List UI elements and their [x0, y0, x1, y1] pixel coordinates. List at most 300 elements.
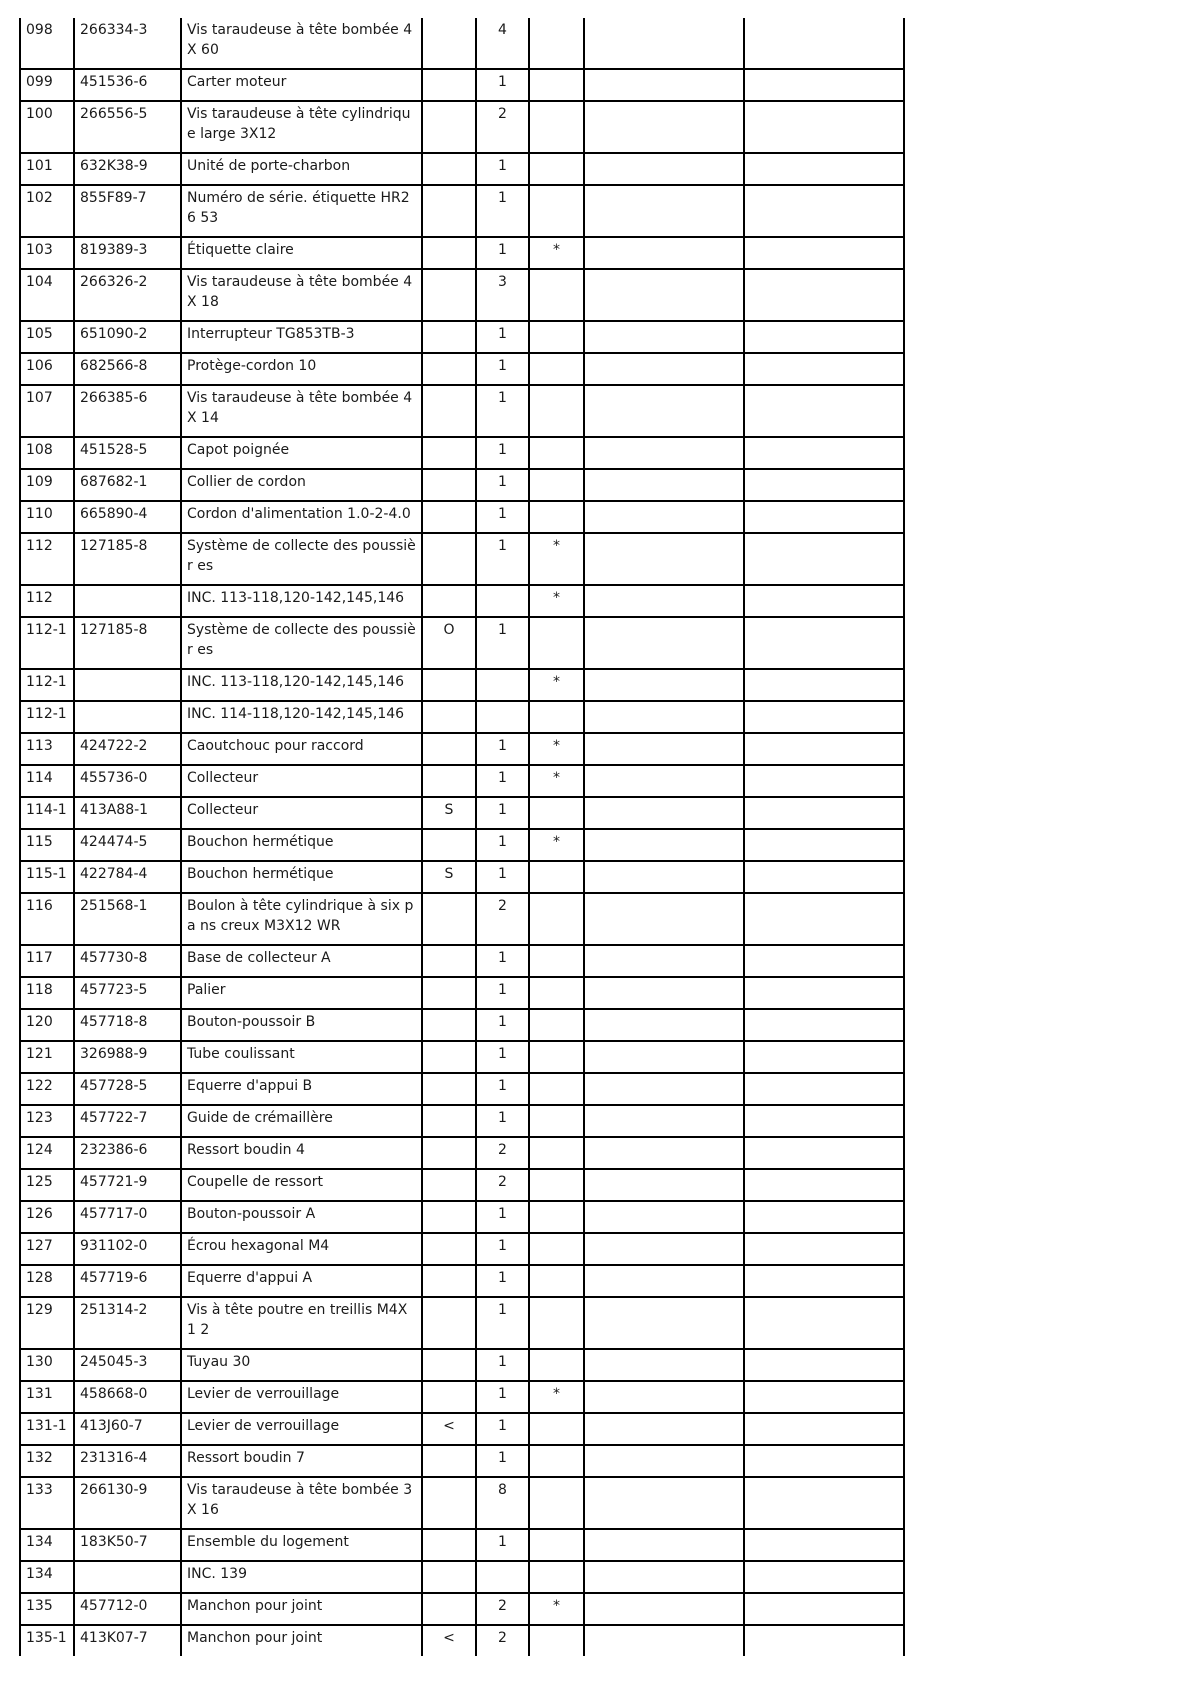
note-cell [422, 1265, 476, 1297]
note-cell [422, 1041, 476, 1073]
blank-cell [744, 1009, 904, 1041]
part-number-cell: 251314-2 [74, 1297, 181, 1349]
table-row [20, 153, 904, 185]
item-number-cell: 104 [20, 269, 74, 321]
quantity-cell: 2 [476, 101, 529, 153]
description-cell: Vis taraudeuse à tête bombée 4X 18 [181, 269, 422, 321]
description-cell: Unité de porte-charbon [181, 153, 422, 185]
description-cell: Carter moteur [181, 69, 422, 101]
mark-cell [529, 1105, 584, 1137]
blank-cell [584, 237, 744, 269]
part-number-cell: 266130-9 [74, 1477, 181, 1529]
note-cell [422, 1169, 476, 1201]
quantity-cell: 1 [476, 977, 529, 1009]
note-cell [422, 829, 476, 861]
note-cell [422, 1137, 476, 1169]
part-number-cell: 855F89-7 [74, 185, 181, 237]
blank-cell [744, 469, 904, 501]
part-number-cell: 682566-8 [74, 353, 181, 385]
blank-cell [584, 1297, 744, 1349]
quantity-cell: 1 [476, 765, 529, 797]
item-number-cell: 112-1 [20, 701, 74, 733]
blank-cell [744, 18, 904, 69]
blank-cell [744, 1413, 904, 1445]
description-cell: Coupelle de ressort [181, 1169, 422, 1201]
item-number-cell: 112 [20, 533, 74, 585]
mark-cell [529, 101, 584, 153]
item-number-cell: 113 [20, 733, 74, 765]
description-cell: Palier [181, 977, 422, 1009]
table-row [20, 945, 904, 977]
blank-cell [584, 437, 744, 469]
note-cell: < [422, 1413, 476, 1445]
blank-cell [744, 977, 904, 1009]
blank-cell [584, 893, 744, 945]
description-cell: INC. 113-118,120-142,145,146 [181, 669, 422, 701]
item-number-cell: 132 [20, 1445, 74, 1477]
table-row [20, 69, 904, 101]
blank-cell [584, 501, 744, 533]
note-cell [422, 385, 476, 437]
mark-cell [529, 1009, 584, 1041]
note-cell [422, 585, 476, 617]
quantity-cell: 2 [476, 1625, 529, 1656]
blank-cell [584, 69, 744, 101]
blank-cell [744, 1041, 904, 1073]
description-cell: Vis taraudeuse à tête cylindrique large 3X12 [181, 101, 422, 153]
blank-cell [744, 1349, 904, 1381]
quantity-cell: 1 [476, 1413, 529, 1445]
quantity-cell: 1 [476, 533, 529, 585]
note-cell [422, 321, 476, 353]
note-cell: < [422, 1625, 476, 1656]
table-row [20, 1137, 904, 1169]
item-number-cell: 103 [20, 237, 74, 269]
item-number-cell: 116 [20, 893, 74, 945]
part-number-cell: 632K38-9 [74, 153, 181, 185]
mark-cell [529, 893, 584, 945]
mark-cell [529, 321, 584, 353]
description-cell: Guide de crémaillère [181, 1105, 422, 1137]
blank-cell [744, 585, 904, 617]
blank-cell [744, 321, 904, 353]
description-cell: INC. 114-118,120-142,145,146 [181, 701, 422, 733]
item-number-cell: 126 [20, 1201, 74, 1233]
table-row [20, 101, 904, 153]
note-cell [422, 1233, 476, 1265]
blank-cell [744, 1233, 904, 1265]
part-number-cell: 266326-2 [74, 269, 181, 321]
description-cell: Bouton-poussoir A [181, 1201, 422, 1233]
mark-cell: * [529, 585, 584, 617]
note-cell [422, 437, 476, 469]
description-cell: Manchon pour joint [181, 1593, 422, 1625]
item-number-cell: 108 [20, 437, 74, 469]
blank-cell [584, 269, 744, 321]
blank-cell [744, 1381, 904, 1413]
quantity-cell: 1 [476, 1529, 529, 1561]
part-number-cell: 231316-4 [74, 1445, 181, 1477]
quantity-cell: 1 [476, 829, 529, 861]
quantity-cell: 4 [476, 18, 529, 69]
description-cell: Vis taraudeuse à tête bombée 4X 14 [181, 385, 422, 437]
table-row [20, 829, 904, 861]
part-number-cell [74, 669, 181, 701]
table-row [20, 977, 904, 1009]
quantity-cell: 1 [476, 501, 529, 533]
note-cell: S [422, 861, 476, 893]
blank-cell [584, 1169, 744, 1201]
item-number-cell: 098 [20, 18, 74, 69]
blank-cell [584, 321, 744, 353]
item-number-cell: 100 [20, 101, 74, 153]
quantity-cell: 1 [476, 1297, 529, 1349]
part-number-cell: 413J60-7 [74, 1413, 181, 1445]
part-number-cell: 687682-1 [74, 469, 181, 501]
blank-cell [584, 1593, 744, 1625]
mark-cell [529, 861, 584, 893]
mark-cell [529, 501, 584, 533]
quantity-cell: 1 [476, 1201, 529, 1233]
item-number-cell: 114 [20, 765, 74, 797]
blank-cell [744, 185, 904, 237]
quantity-cell: 2 [476, 893, 529, 945]
part-number-cell: 457728-5 [74, 1073, 181, 1105]
description-cell: Collier de cordon [181, 469, 422, 501]
quantity-cell: 1 [476, 861, 529, 893]
blank-cell [584, 1201, 744, 1233]
item-number-cell: 101 [20, 153, 74, 185]
quantity-cell: 1 [476, 1233, 529, 1265]
mark-cell: * [529, 1381, 584, 1413]
blank-cell [744, 861, 904, 893]
mark-cell [529, 1561, 584, 1593]
mark-cell [529, 185, 584, 237]
blank-cell [584, 385, 744, 437]
mark-cell [529, 69, 584, 101]
part-number-cell: 266385-6 [74, 385, 181, 437]
table-row [20, 1073, 904, 1105]
blank-cell [744, 617, 904, 669]
description-cell: Vis taraudeuse à tête bombée 4X 60 [181, 18, 422, 69]
part-number-cell: 183K50-7 [74, 1529, 181, 1561]
mark-cell [529, 1349, 584, 1381]
quantity-cell: 1 [476, 1265, 529, 1297]
note-cell [422, 18, 476, 69]
note-cell [422, 185, 476, 237]
blank-cell [584, 861, 744, 893]
note-cell [422, 945, 476, 977]
note-cell [422, 269, 476, 321]
table-row [20, 533, 904, 585]
blank-cell [744, 1137, 904, 1169]
blank-cell [744, 1561, 904, 1593]
table-row [20, 765, 904, 797]
blank-cell [744, 237, 904, 269]
description-cell: Base de collecteur A [181, 945, 422, 977]
item-number-cell: 102 [20, 185, 74, 237]
blank-cell [584, 533, 744, 585]
mark-cell [529, 153, 584, 185]
table-row [20, 237, 904, 269]
table-row [20, 701, 904, 733]
description-cell: Cordon d'alimentation 1.0-2-4.0 [181, 501, 422, 533]
part-number-cell: 457722-7 [74, 1105, 181, 1137]
blank-cell [584, 1041, 744, 1073]
item-number-cell: 131 [20, 1381, 74, 1413]
description-cell: Tube coulissant [181, 1041, 422, 1073]
mark-cell [529, 353, 584, 385]
quantity-cell: 1 [476, 617, 529, 669]
table-row [20, 1201, 904, 1233]
mark-cell [529, 1169, 584, 1201]
mark-cell [529, 617, 584, 669]
blank-cell [744, 353, 904, 385]
description-cell: Écrou hexagonal M4 [181, 1233, 422, 1265]
blank-cell [744, 1445, 904, 1477]
part-number-cell: 455736-0 [74, 765, 181, 797]
quantity-cell: 1 [476, 237, 529, 269]
quantity-cell: 3 [476, 269, 529, 321]
blank-cell [744, 269, 904, 321]
blank-cell [744, 437, 904, 469]
quantity-cell: 1 [476, 1445, 529, 1477]
item-number-cell: 125 [20, 1169, 74, 1201]
mark-cell [529, 797, 584, 829]
blank-cell [584, 669, 744, 701]
part-number-cell: 457718-8 [74, 1009, 181, 1041]
item-number-cell: 099 [20, 69, 74, 101]
description-cell: Ressort boudin 4 [181, 1137, 422, 1169]
quantity-cell: 1 [476, 1073, 529, 1105]
description-cell: Levier de verrouillage [181, 1381, 422, 1413]
blank-cell [584, 1529, 744, 1561]
item-number-cell: 112 [20, 585, 74, 617]
quantity-cell [476, 585, 529, 617]
part-number-cell: 457717-0 [74, 1201, 181, 1233]
part-number-cell: 245045-3 [74, 1349, 181, 1381]
part-number-cell: 665890-4 [74, 501, 181, 533]
item-number-cell: 121 [20, 1041, 74, 1073]
blank-cell [584, 733, 744, 765]
table-row [20, 469, 904, 501]
table-row [20, 385, 904, 437]
mark-cell [529, 1073, 584, 1105]
table-row [20, 501, 904, 533]
blank-cell [584, 101, 744, 153]
item-number-cell: 115-1 [20, 861, 74, 893]
blank-cell [584, 185, 744, 237]
description-cell: Ensemble du logement [181, 1529, 422, 1561]
item-number-cell: 129 [20, 1297, 74, 1349]
table-row [20, 321, 904, 353]
quantity-cell: 1 [476, 945, 529, 977]
table-row [20, 1105, 904, 1137]
part-number-cell: 326988-9 [74, 1041, 181, 1073]
blank-cell [744, 1105, 904, 1137]
description-cell: Levier de verrouillage [181, 1413, 422, 1445]
mark-cell [529, 701, 584, 733]
blank-cell [744, 1201, 904, 1233]
item-number-cell: 105 [20, 321, 74, 353]
table-row [20, 1477, 904, 1529]
mark-cell [529, 1201, 584, 1233]
mark-cell [529, 1233, 584, 1265]
blank-cell [744, 1529, 904, 1561]
table-row [20, 1561, 904, 1593]
description-cell: Boulon à tête cylindrique à six pa ns creux M3X12 WR [181, 893, 422, 945]
part-number-cell: 931102-0 [74, 1233, 181, 1265]
description-cell: INC. 113-118,120-142,145,146 [181, 585, 422, 617]
item-number-cell: 135 [20, 1593, 74, 1625]
blank-cell [744, 1625, 904, 1656]
note-cell [422, 1529, 476, 1561]
table-row [20, 617, 904, 669]
note-cell [422, 1297, 476, 1349]
blank-cell [584, 353, 744, 385]
note-cell [422, 977, 476, 1009]
note-cell: S [422, 797, 476, 829]
blank-cell [584, 945, 744, 977]
item-number-cell: 131-1 [20, 1413, 74, 1445]
mark-cell [529, 1413, 584, 1445]
mark-cell [529, 1297, 584, 1349]
description-cell: Collecteur [181, 797, 422, 829]
description-cell: Système de collecte des poussièr es [181, 617, 422, 669]
part-number-cell: 458668-0 [74, 1381, 181, 1413]
blank-cell [584, 1561, 744, 1593]
blank-cell [584, 1381, 744, 1413]
blank-cell [744, 945, 904, 977]
blank-cell [744, 501, 904, 533]
table-row [20, 1009, 904, 1041]
quantity-cell: 8 [476, 1477, 529, 1529]
item-number-cell: 112-1 [20, 617, 74, 669]
blank-cell [584, 977, 744, 1009]
mark-cell [529, 1477, 584, 1529]
quantity-cell: 1 [476, 321, 529, 353]
part-number-cell: 424722-2 [74, 733, 181, 765]
quantity-cell: 1 [476, 185, 529, 237]
blank-cell [744, 797, 904, 829]
blank-cell [584, 18, 744, 69]
quantity-cell: 2 [476, 1169, 529, 1201]
item-number-cell: 134 [20, 1529, 74, 1561]
note-cell [422, 501, 476, 533]
table-row [20, 1169, 904, 1201]
description-cell: Protège-cordon 10 [181, 353, 422, 385]
description-cell: Vis taraudeuse à tête bombée 3X 16 [181, 1477, 422, 1529]
quantity-cell: 1 [476, 385, 529, 437]
note-cell [422, 353, 476, 385]
part-number-cell: 266334-3 [74, 18, 181, 69]
item-number-cell: 110 [20, 501, 74, 533]
description-cell: Tuyau 30 [181, 1349, 422, 1381]
parts-table [19, 18, 905, 1656]
note-cell [422, 733, 476, 765]
quantity-cell: 2 [476, 1137, 529, 1169]
note-cell [422, 153, 476, 185]
part-number-cell: 451536-6 [74, 69, 181, 101]
table-row [20, 861, 904, 893]
note-cell [422, 1477, 476, 1529]
blank-cell [584, 1349, 744, 1381]
blank-cell [584, 1625, 744, 1656]
table-row [20, 1529, 904, 1561]
mark-cell [529, 1625, 584, 1656]
note-cell [422, 701, 476, 733]
table-row [20, 437, 904, 469]
part-number-cell: 251568-1 [74, 893, 181, 945]
blank-cell [744, 893, 904, 945]
blank-cell [584, 765, 744, 797]
note-cell: O [422, 617, 476, 669]
table-row [20, 1625, 904, 1656]
mark-cell [529, 1041, 584, 1073]
mark-cell [529, 469, 584, 501]
mark-cell [529, 1529, 584, 1561]
description-cell: Manchon pour joint [181, 1625, 422, 1656]
mark-cell [529, 945, 584, 977]
blank-cell [744, 669, 904, 701]
blank-cell [744, 1477, 904, 1529]
table-row [20, 1413, 904, 1445]
note-cell [422, 1105, 476, 1137]
note-cell [422, 893, 476, 945]
mark-cell [529, 1445, 584, 1477]
description-cell: Bouton-poussoir B [181, 1009, 422, 1041]
mark-cell: * [529, 829, 584, 861]
item-number-cell: 109 [20, 469, 74, 501]
mark-cell [529, 18, 584, 69]
mark-cell: * [529, 237, 584, 269]
blank-cell [744, 1593, 904, 1625]
blank-cell [744, 101, 904, 153]
note-cell [422, 1593, 476, 1625]
table-row [20, 1349, 904, 1381]
item-number-cell: 114-1 [20, 797, 74, 829]
blank-cell [744, 1297, 904, 1349]
note-cell [422, 1009, 476, 1041]
description-cell: Vis à tête poutre en treillis M4X1 2 [181, 1297, 422, 1349]
quantity-cell: 1 [476, 1105, 529, 1137]
blank-cell [584, 829, 744, 861]
table-row [20, 353, 904, 385]
description-cell: Numéro de série. étiquette HR26 53 [181, 185, 422, 237]
blank-cell [584, 1445, 744, 1477]
part-number-cell: 232386-6 [74, 1137, 181, 1169]
note-cell [422, 469, 476, 501]
mark-cell: * [529, 733, 584, 765]
mark-cell: * [529, 765, 584, 797]
blank-cell [584, 617, 744, 669]
blank-cell [584, 469, 744, 501]
quantity-cell: 1 [476, 1041, 529, 1073]
item-number-cell: 133 [20, 1477, 74, 1529]
table-row [20, 669, 904, 701]
note-cell [422, 1561, 476, 1593]
blank-cell [744, 701, 904, 733]
table-row [20, 1233, 904, 1265]
quantity-cell [476, 669, 529, 701]
item-number-cell: 135-1 [20, 1625, 74, 1656]
note-cell [422, 669, 476, 701]
description-cell: Equerre d'appui B [181, 1073, 422, 1105]
mark-cell [529, 1265, 584, 1297]
part-number-cell: 451528-5 [74, 437, 181, 469]
item-number-cell: 118 [20, 977, 74, 1009]
note-cell [422, 765, 476, 797]
